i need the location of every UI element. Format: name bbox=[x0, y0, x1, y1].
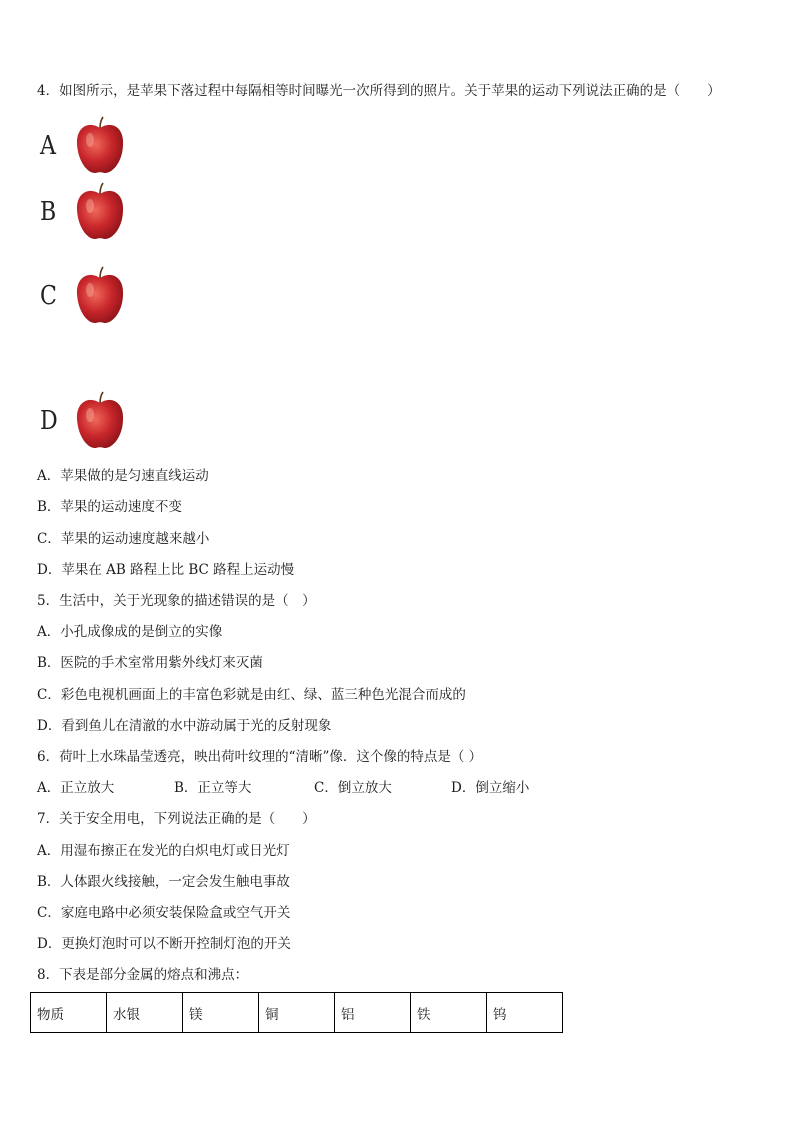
q4-option-c: C．苹果的运动速度越来越小 bbox=[37, 531, 210, 547]
q6-option-b: B．正立等大 bbox=[174, 780, 252, 796]
apple-icon bbox=[74, 266, 126, 326]
q5-stem: 5．生活中，关于光现象的描述错误的是（ ） bbox=[37, 593, 316, 609]
figure-row-d bbox=[40, 391, 126, 451]
q7-option-d: D．更换灯泡时可以不断开控制灯泡的开关 bbox=[37, 936, 291, 952]
table-cell: 物质 bbox=[31, 993, 107, 1033]
q5-option-d: D．看到鱼儿在清澈的水中游动属于光的反射现象 bbox=[37, 718, 332, 734]
table-cell: 铜 bbox=[259, 993, 335, 1033]
metal-table bbox=[30, 992, 563, 1033]
table-cell: 钨 bbox=[487, 993, 563, 1033]
figure-label-c: C bbox=[40, 281, 57, 311]
figure-label-a: A bbox=[40, 131, 56, 161]
q7-stem: 7．关于安全用电，下列说法正确的是（ ） bbox=[37, 811, 316, 827]
figure-label-d: D bbox=[40, 406, 58, 436]
table-cell: 铁 bbox=[411, 993, 487, 1033]
q5-option-c: C．彩色电视机画面上的丰富色彩就是由红、绿、蓝三种色光混合而成的 bbox=[37, 687, 466, 703]
q8-stem: 8．下表是部分金属的熔点和沸点： bbox=[37, 967, 249, 983]
q7-option-b: B．人体跟火线接触，一定会发生触电事故 bbox=[37, 874, 290, 890]
apple-icon bbox=[74, 391, 126, 451]
table-row bbox=[31, 993, 563, 1033]
q7-option-a: A．用湿布擦正在发光的白炽电灯或日光灯 bbox=[37, 843, 290, 859]
table-cell: 铝 bbox=[335, 993, 411, 1033]
figure-row-b bbox=[40, 182, 126, 242]
q4-option-d: D．苹果在 AB 路程上比 BC 路程上运动慢 bbox=[37, 562, 295, 578]
q4-option-b: B．苹果的运动速度不变 bbox=[37, 499, 182, 515]
q6-stem: 6．荷叶上水珠晶莹透亮，映出荷叶纹理的“清晰”像．这个像的特点是（ ） bbox=[37, 749, 483, 765]
q6-option-d: D．倒立缩小 bbox=[451, 780, 530, 796]
table-cell: 镁 bbox=[183, 993, 259, 1033]
q5-option-a: A．小孔成像成的是倒立的实像 bbox=[37, 624, 223, 640]
apple-icon bbox=[74, 182, 126, 242]
q4-stem: 4．如图所示，是苹果下落过程中每隔相等时间曝光一次所得到的照片。关于苹果的运动下列说法正确的是（ ） bbox=[37, 83, 721, 99]
figure-row-c bbox=[40, 266, 126, 326]
apple-icon bbox=[74, 116, 126, 176]
q6-option-a: A．正立放大 bbox=[37, 780, 115, 796]
q7-option-c: C．家庭电路中必须安装保险盒或空气开关 bbox=[37, 905, 291, 921]
q4-option-a: A．苹果做的是匀速直线运动 bbox=[37, 468, 209, 484]
q6-options bbox=[37, 779, 529, 797]
figure-row-a bbox=[40, 116, 126, 176]
q6-option-c: C．倒立放大 bbox=[314, 780, 392, 796]
q5-option-b: B．医院的手术室常用紫外线灯来灭菌 bbox=[37, 655, 263, 671]
figure-label-b: B bbox=[40, 197, 57, 227]
table-cell: 水银 bbox=[107, 993, 183, 1033]
